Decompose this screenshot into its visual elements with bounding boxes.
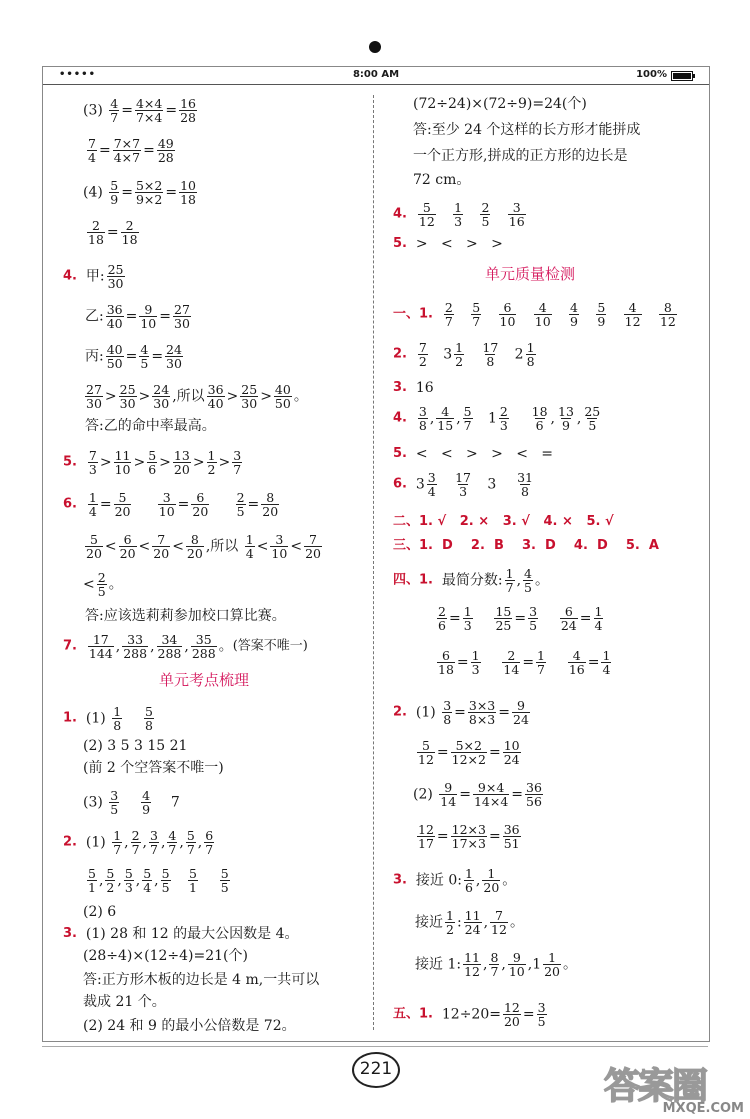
answer-line: < $\frac{2}{5}$ 。 xyxy=(83,570,123,599)
answer-line: (2) 3 5 3 15 21 xyxy=(83,738,188,754)
signal-indicator: ••••• xyxy=(59,69,96,80)
screen xyxy=(42,66,710,1042)
answer-line: (2) 6 xyxy=(83,904,117,920)
answer-line: 一个正方形,拼成的正方形的边长是 xyxy=(413,148,628,164)
answer-line: 7. $\frac{17}{144}$ , $\frac{33}{288}$ , $\frac{34}{288}$ , $\frac{35}{288}$ 。(答案不唯一) xyxy=(63,632,308,661)
answer-line: 3. 16 xyxy=(393,380,434,396)
answer-line: 4. 甲: $\frac{25}{30}$ xyxy=(63,262,124,291)
answer-line: 四、1. 最简分数: $\frac{1}{7}$ , $\frac{4}{5}$ 。 xyxy=(393,566,549,595)
answer-line: 5. > < > > xyxy=(393,236,503,252)
section-heading: 单元考点梳理 xyxy=(159,671,250,689)
answer-line: $\frac{2}{6}$ = $\frac{1}{3}$ $\frac{15}{25}$ = $\frac{3}{5}$ $\frac{6}{24}$ = $\frac{1}{4}$ xyxy=(438,604,603,633)
answer-line: 4. $\frac{5}{12}$ $\frac{1}{3}$ $\frac{2}{5}$ $\frac{3}{16}$ xyxy=(393,200,525,229)
answer-line: 三、1. D 2. B 3. D 4. D 5. A xyxy=(393,538,659,553)
answer-line: (3) $\frac{3}{5}$ $\frac{4}{9}$ 7 xyxy=(83,788,180,817)
answer-line: 五、1. 12÷20= $\frac{12}{20}$ = $\frac{3}{5}$ xyxy=(393,1000,546,1029)
answer-line: $\frac{7}{4}$ = $\frac{7\times 7}{4\times 7}$ = $\frac{49}{28}$ xyxy=(88,136,174,165)
camera-dot xyxy=(369,41,381,53)
status-bar xyxy=(43,67,709,85)
answer-line: 一、1. $\frac{2}{7}$ $\frac{5}{7}$ $\frac{6}{10}$ $\frac{4}{10}$ $\frac{4}{9}$ $\frac{5}{9}$ $\frac{4}{12}$ $\frac{8}{12}$ xyxy=(393,300,676,329)
answer-line: 2. (1) $\frac{1}{7}$ , $\frac{2}{7}$ , $\frac{3}{7}$ , $\frac{4}{7}$ , $\frac{5}{7}$ , $\frac{6}{7}$ xyxy=(63,828,214,857)
answer-line: $\frac{6}{18}$ = $\frac{1}{3}$ $\frac{2}{14}$ = $\frac{1}{7}$ $\frac{4}{16}$ = $\frac{1}{4}$ xyxy=(438,648,611,677)
answer-line: 3. 接近 0: $\frac{1}{6}$ , $\frac{1}{20}$ 。 xyxy=(393,866,517,895)
answer-line: 72 cm。 xyxy=(413,172,471,188)
answer-line: 裁成 21 个。 xyxy=(83,994,166,1010)
answer-line: 接近 $\frac{1}{2}$ : $\frac{11}{24}$ , $\frac{7}{12}$ 。 xyxy=(415,908,524,937)
answer-line: (2) $\frac{9}{14}$ = $\frac{9\times 4}{14\times 4}$ = $\frac{36}{56}$ xyxy=(413,780,542,809)
answer-line: 5. $\frac{7}{3}$ > $\frac{11}{10}$ > $\frac{5}{6}$ > $\frac{13}{20}$ > $\frac{1}{2}$ > $\frac{3}{7}$ xyxy=(63,448,242,477)
battery-icon xyxy=(671,71,693,81)
answer-line: 6. $\frac{1}{4}$ = $\frac{5}{20}$ $\frac{3}{10}$ = $\frac{6}{20}$ $\frac{2}{5}$ = $\frac{8}{20}$ xyxy=(63,490,279,519)
answer-line: (72÷24)×(72÷9)=24(个) xyxy=(413,96,587,112)
footer-rule xyxy=(42,1046,708,1047)
answer-line: 3. (1) 28 和 12 的最大公因数是 4。 xyxy=(63,926,299,942)
answer-line: $\frac{2}{18}$ = $\frac{2}{18}$ xyxy=(88,218,138,247)
section-heading: 单元质量检测 xyxy=(485,265,576,283)
answer-line: (28÷4)×(12÷4)=21(个) xyxy=(83,948,248,964)
answer-line: 答:至少 24 个这样的长方形才能拼成 xyxy=(413,122,641,138)
answer-line: 二、1. √ 2. × 3. √ 4. × 5. √ xyxy=(393,514,614,529)
status-time: 8:00 AM xyxy=(352,69,400,80)
answer-line: $\frac{5}{1}$ , $\frac{5}{2}$ , $\frac{5}{3}$ , $\frac{5}{4}$ , $\frac{5}{5}$ $\frac{5}{1}$ $\frac{5}{5}$ xyxy=(88,866,229,895)
answer-line: 2. (1) $\frac{3}{8}$ = $\frac{3\times 3}{8\times 3}$ = $\frac{9}{24}$ xyxy=(393,698,529,727)
battery-percent: 100% xyxy=(636,69,667,80)
answer-line: (2) 24 和 9 的最小公倍数是 72。 xyxy=(83,1018,296,1034)
answer-line: (前 2 个空答案不唯一) xyxy=(83,760,224,776)
answer-line: 4. $\frac{3}{8}$ , $\frac{4}{15}$ , $\frac{5}{7}$ 1 $\frac{2}{3}$ $\frac{18}{6}$ , $\frac{13}{9}$ , $\frac{25}{5}$ xyxy=(393,404,601,433)
watermark xyxy=(598,1058,748,1118)
watermark-logo: 答案圈 xyxy=(604,1066,707,1107)
answer-line: 答:应该选莉莉参加校口算比赛。 xyxy=(85,608,286,624)
answer-line: 答:乙的命中率最高。 xyxy=(85,418,216,434)
answer-line: 1. (1) $\frac{1}{8}$ $\frac{5}{8}$ xyxy=(63,704,153,733)
page-number: 221 xyxy=(352,1052,400,1088)
answer-line: 5. < < > > < = xyxy=(393,446,554,462)
answer-line: $\frac{5}{20}$ < $\frac{6}{20}$ < $\frac{7}{20}$ < $\frac{8}{20}$ ,所以 $\frac{1}{4}$ < $\frac{3}{10}$ < $\frac{7}{20}$ xyxy=(86,532,321,561)
watermark-url: MXQE.COM xyxy=(662,1101,744,1116)
answer-line: 接近 1: $\frac{11}{12}$ , $\frac{8}{7}$ , $\frac{9}{10}$ ,1 $\frac{1}{20}$ 。 xyxy=(415,950,578,979)
answer-line: 丙: $\frac{40}{50}$ = $\frac{4}{5}$ = $\frac{24}{30}$ xyxy=(85,342,182,371)
answer-line: $\frac{5}{12}$ = $\frac{5\times 2}{12\times 2}$ = $\frac{10}{24}$ xyxy=(418,738,520,767)
answer-line: (3) $\frac{4}{7}$ = $\frac{4\times 4}{7\times 4}$ = $\frac{16}{28}$ xyxy=(83,96,197,125)
answer-line: 答:正方形木板的边长是 4 m,一共可以 xyxy=(83,972,320,988)
answer-line: 6. 3 $\frac{3}{4}$ $\frac{17}{3}$ 3 $\frac{31}{8}$ xyxy=(393,470,533,499)
answer-line: $\frac{27}{30}$ > $\frac{25}{30}$ > $\frac{24}{30}$ ,所以 $\frac{36}{40}$ > $\frac{25}{30}$ > $\frac{40}{50}$ 。 xyxy=(86,382,308,411)
answer-line: 2. $\frac{7}{2}$ 3 $\frac{1}{2}$ $\frac{17}{8}$ 2 $\frac{1}{8}$ xyxy=(393,340,535,369)
column-divider xyxy=(373,95,374,1030)
answer-line: $\frac{12}{17}$ = $\frac{12\times 3}{17\times 3}$ = $\frac{36}{51}$ xyxy=(418,822,520,851)
answer-line: 乙: $\frac{36}{40}$ = $\frac{9}{10}$ = $\frac{27}{30}$ xyxy=(85,302,190,331)
answer-line: (4) $\frac{5}{9}$ = $\frac{5\times 2}{9\times 2}$ = $\frac{10}{18}$ xyxy=(83,178,197,207)
